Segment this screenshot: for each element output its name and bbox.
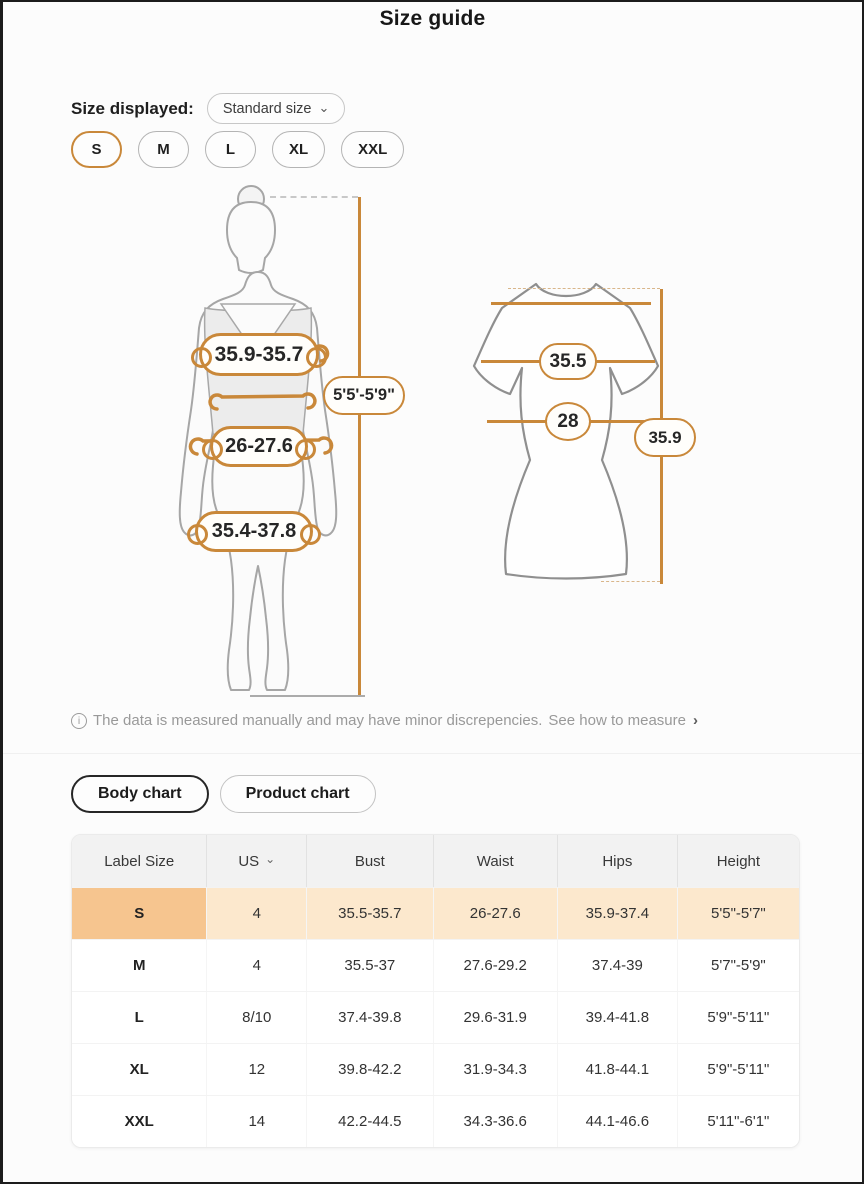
disclaimer-text: The data is measured manually and may have minor discrepencies. [93, 712, 543, 729]
body-hips-badge: 35.4-37.8 [195, 511, 313, 552]
table-header-row [72, 835, 799, 887]
table-row-xxl[interactable] [72, 1095, 799, 1147]
column-header-bust: Bust [306, 835, 432, 887]
size-displayed-label: Size displayed: [71, 98, 194, 118]
row-label-cell: XL [129, 1061, 149, 1078]
floor-line [250, 695, 365, 697]
table-row-l[interactable] [72, 991, 799, 1043]
chevron-down-icon: ⌄ [265, 852, 276, 866]
value-cell: 8/10 [206, 992, 306, 1043]
table-row-xl[interactable] [72, 1043, 799, 1095]
value-cell: 39.8-42.2 [306, 1044, 432, 1095]
size-pill-xl[interactable]: XL [272, 131, 325, 168]
row-label-cell: L [134, 1009, 144, 1026]
dress-top-dashed-line [508, 288, 660, 289]
row-label-cell: S [72, 888, 206, 939]
body-waist-badge: 26-27.6 [210, 426, 308, 467]
dress-bust-badge: 35.5 [539, 343, 597, 380]
size-chart-table [71, 834, 800, 1148]
chevron-right-icon: › [692, 712, 698, 729]
page-title: Size guide [379, 7, 486, 30]
size-displayed-row [71, 93, 345, 124]
size-pill-row [71, 131, 404, 168]
chart-tab-row [71, 775, 376, 813]
value-cell: 34.3-36.6 [433, 1096, 557, 1147]
value-cell: 37.4-39 [557, 940, 677, 991]
value-cell: 4 [206, 888, 306, 939]
value-cell: 37.4-39.8 [306, 992, 432, 1043]
table-body [72, 887, 799, 1147]
value-cell: 35.5-37 [306, 940, 432, 991]
column-header-height: Height [677, 835, 799, 887]
body-bust-badge: 35.9-35.7 [199, 333, 319, 376]
value-cell: 44.1-46.6 [557, 1096, 677, 1147]
value-cell: 39.4-41.8 [557, 992, 677, 1043]
value-cell: 12 [206, 1044, 306, 1095]
value-cell: 26-27.6 [433, 888, 557, 939]
info-icon: i [71, 713, 87, 729]
row-label-cell: XXL [124, 1113, 154, 1130]
size-standard-dropdown[interactable] [207, 93, 346, 124]
chevron-down-icon: ⌄ [318, 100, 330, 115]
dress-length-badge: 35.9 [634, 418, 696, 457]
value-cell: 42.2-44.5 [306, 1096, 432, 1147]
size-pill-m[interactable]: M [138, 131, 189, 168]
value-cell: 35.5-35.7 [306, 888, 432, 939]
table-row-m[interactable] [72, 939, 799, 991]
column-header-waist: Waist [433, 835, 557, 887]
table-row-s[interactable] [72, 887, 799, 939]
column-header-hips: Hips [557, 835, 677, 887]
value-cell: 41.8-44.1 [557, 1044, 677, 1095]
body-height-measure-line [358, 197, 361, 696]
head-height-dashed-line [270, 196, 358, 198]
size-pill-l[interactable]: L [205, 131, 256, 168]
value-cell: 5'9"-5'11" [677, 1044, 799, 1095]
value-cell: 31.9-34.3 [433, 1044, 557, 1095]
value-cell: 5'11"-6'1" [677, 1096, 799, 1147]
row-label-cell: M [132, 957, 146, 974]
value-cell: 27.6-29.2 [433, 940, 557, 991]
body-height-badge: 5'5'-5'9" [323, 376, 405, 415]
dress-hem-dashed-line [601, 581, 660, 582]
value-cell: 5'5"-5'7" [677, 888, 799, 939]
value-cell: 29.6-31.9 [433, 992, 557, 1043]
column-header-label-size: Label Size [104, 852, 175, 870]
value-cell: 14 [206, 1096, 306, 1147]
value-cell: 5'7"-5'9" [677, 940, 799, 991]
measurement-disclaimer [71, 712, 811, 729]
size-standard-dropdown-value: Standard size [222, 100, 312, 117]
section-divider [3, 753, 862, 754]
column-header-us[interactable]: US ⌄ [206, 835, 306, 887]
size-pill-xxl[interactable]: XXL [341, 131, 404, 168]
size-pill-s[interactable]: S [71, 131, 122, 168]
dress-shoulder-line [491, 302, 651, 305]
dress-waist-badge: 28 [545, 402, 591, 441]
value-cell: 5'9"-5'11" [677, 992, 799, 1043]
tab-product-chart[interactable]: Product chart [220, 775, 376, 813]
value-cell: 35.9-37.4 [557, 888, 677, 939]
see-how-to-measure-link[interactable]: See how to measure [548, 712, 686, 729]
tab-body-chart[interactable]: Body chart [71, 775, 209, 813]
value-cell: 4 [206, 940, 306, 991]
